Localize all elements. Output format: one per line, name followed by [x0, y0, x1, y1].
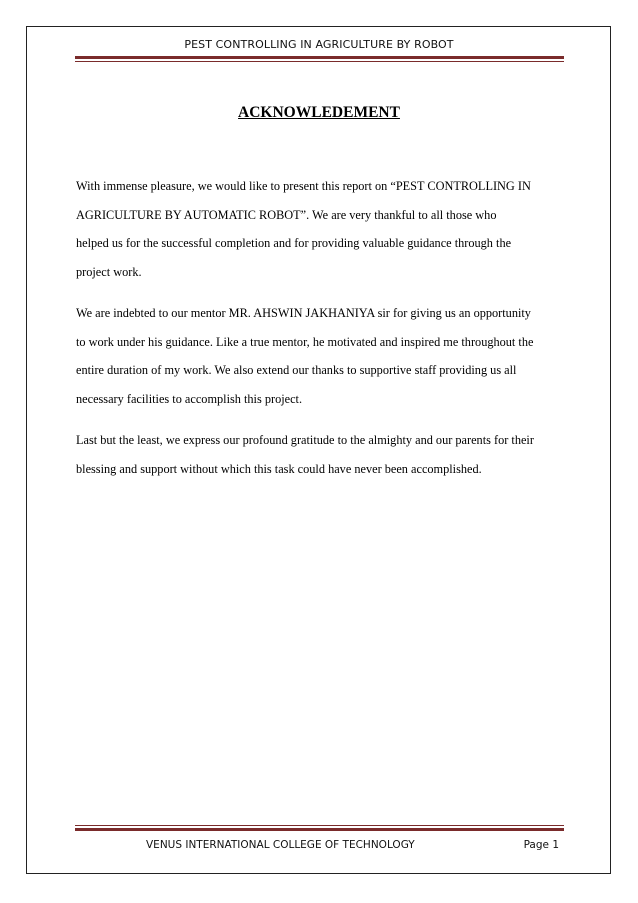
footer-college-name: VENUS INTERNATIONAL COLLEGE OF TECHNOLOGY: [146, 839, 415, 851]
footer-page-number: Page 1: [523, 839, 559, 851]
text-line: With immense pleasure, we would like to present this report on “PEST CONTROLLING IN: [76, 179, 531, 193]
footer-rule: [75, 828, 564, 831]
page-title: ACKNOWLEDEMENT: [238, 104, 400, 121]
text-line: Last but the least, we express our profound gratitude to the almighty and our parents for their: [76, 433, 534, 447]
footer-rule-thin: [75, 825, 564, 826]
text-line: We are indebted to our mentor MR. AHSWIN JAKHANIYA sir for giving us an opportunity: [76, 306, 531, 320]
running-header: PEST CONTROLLING IN AGRICULTURE BY ROBOT: [184, 38, 454, 51]
paragraph: [76, 299, 562, 413]
header-rule: [75, 56, 564, 59]
header-rule-thin: [75, 61, 564, 62]
text-line: helped us for the successful completion and for providing valuable guidance through the: [76, 236, 512, 250]
text-line: project work.: [76, 264, 142, 279]
paragraph: [76, 172, 562, 286]
text-line: AGRICULTURE BY AUTOMATIC ROBOT”. We are very thankful to all those who: [76, 207, 497, 222]
text-line: necessary facilities to accomplish this project.: [76, 391, 303, 406]
text-line: to work under his guidance. Like a true mentor, he motivated and inspired me throughout the: [76, 334, 534, 349]
text-line: blessing and support without which this task could have never been accomplished.: [76, 461, 482, 476]
document-body: [76, 172, 562, 496]
paragraph: [76, 426, 562, 483]
text-line: entire duration of my work. We also extend our thanks to supportive staff providing us all: [76, 363, 517, 377]
